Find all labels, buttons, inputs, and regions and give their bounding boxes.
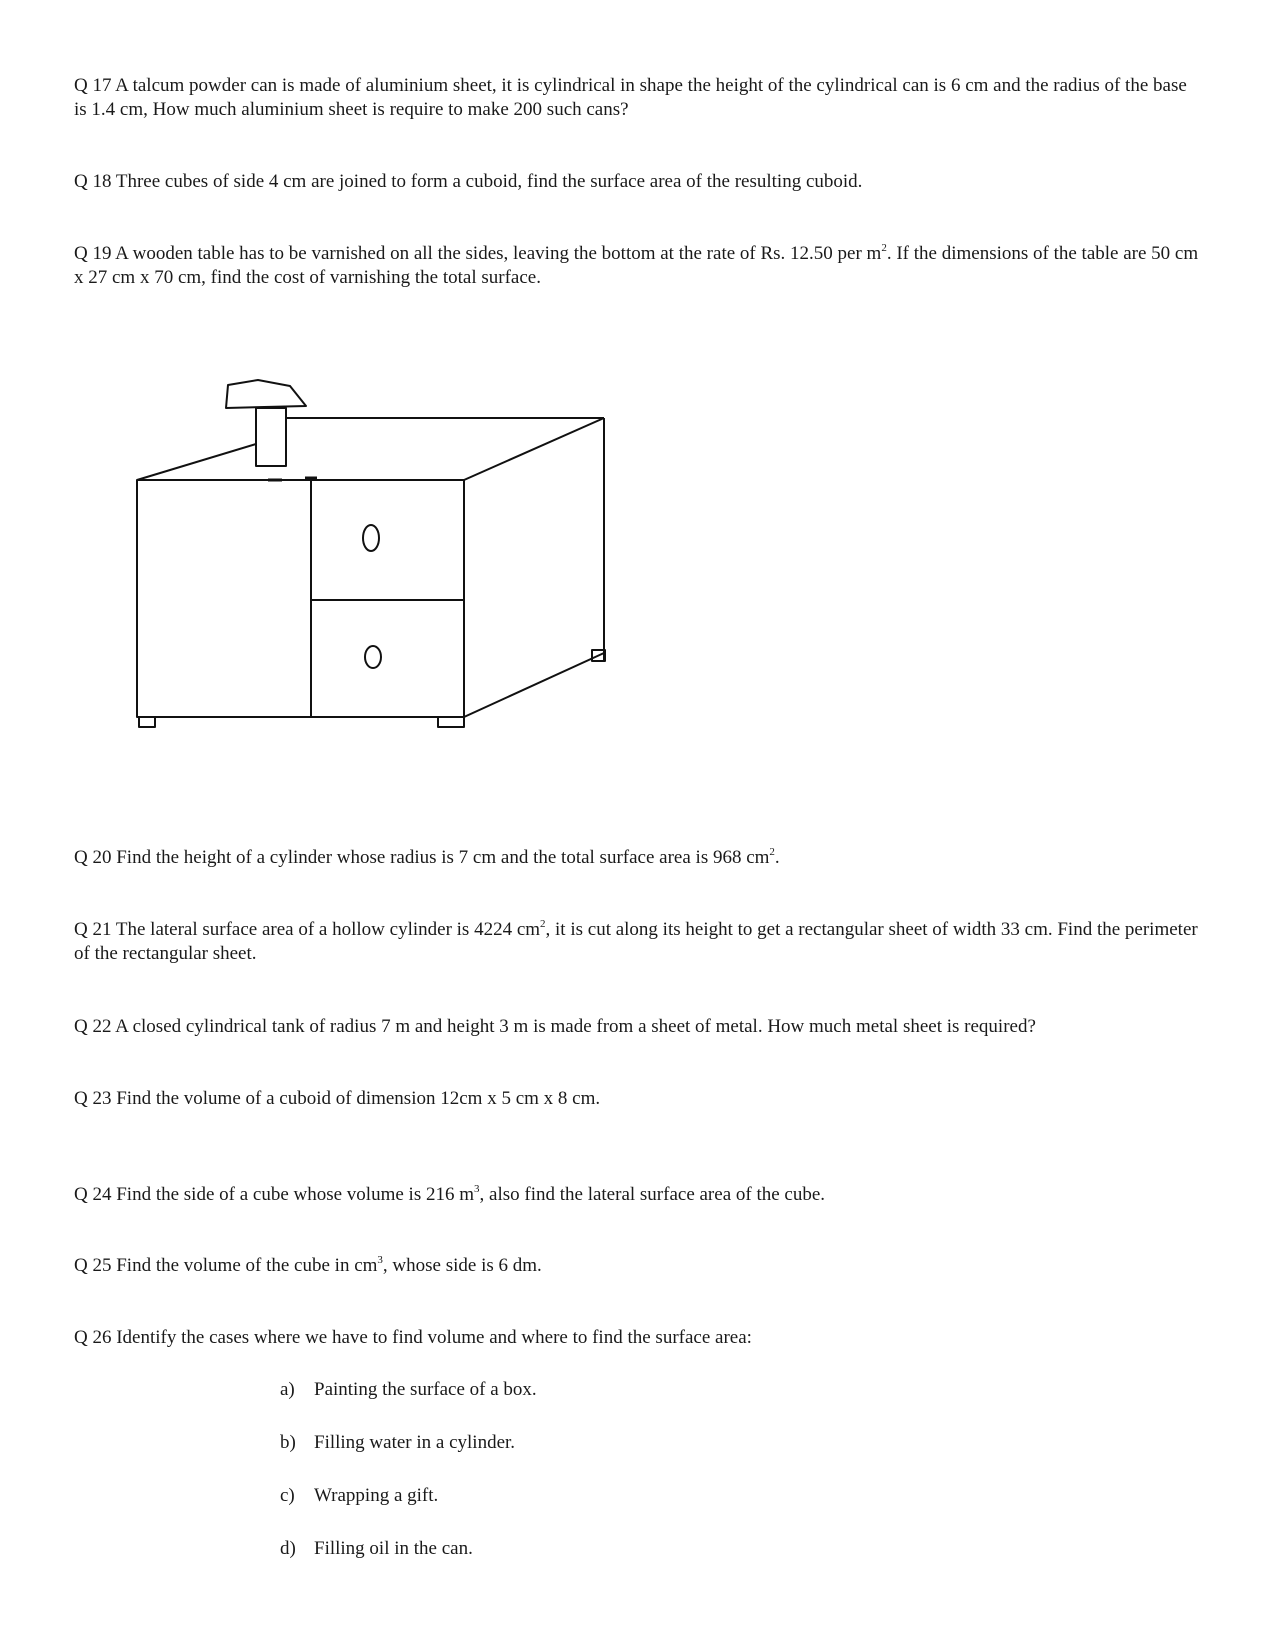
table-top-right-edge (464, 418, 604, 480)
question-20: Q 20 Find the height of a cylinder whose radius is 7 cm and the total surface area is 968 $cm^2$. (74, 845, 780, 868)
option-b: b) Filling water in a cylinder. (280, 1432, 516, 1453)
question-21: Q 21 The lateral surface area of a hollow cylinder is 4224 $cm^2$, it is cut along its height to get a rectangular sheet of width 33 cm. Find the perimeter of the rectangular sheet. (74, 917, 1198, 964)
table-bottom-right-edge (464, 653, 604, 717)
table-front-face (137, 480, 464, 717)
question-25: Q 25 Find the volume of the cube in $cm^3$, whose side is 6 dm. (74, 1253, 542, 1276)
lamp-icon (226, 380, 306, 466)
question-19: Q 19 A wooden table has to be varnished on all the sides, leaving the bottom at the rate of Rs. 12.50 per $m^2$. If the dimensions of the table are 50 cm x 27 cm x 70 cm, find the cost of varnishing the total surface. (74, 241, 1199, 288)
table-top-left-edge (137, 444, 256, 480)
option-c: c) Wrapping a gift. (280, 1485, 439, 1506)
table-leg (438, 717, 464, 727)
option-d: d) Filling oil in the can. (280, 1538, 473, 1559)
question-23: Q 23 Find the volume of a cuboid of dimension 12cm x 5 cm x 8 cm. (74, 1088, 601, 1109)
question-18: Q 18 Three cubes of side 4 cm are joined to form a cuboid, find the surface area of the resulting cuboid. (74, 171, 863, 192)
question-26: Q 26 Identify the cases where we have to find volume and where to find the surface area: (74, 1327, 752, 1348)
question-17: Q 17 A talcum powder can is made of aluminium sheet, it is cylindrical in shape the height of the cylindrical can is 6 cm and the radius of the base is 1.4 cm, How much aluminium sheet is require to make 200 such cans? (74, 75, 1187, 120)
question-24: Q 24 Find the side of a cube whose volume is 216 $m^3$, also find the lateral surface area of the cube. (74, 1182, 826, 1205)
question-22: Q 22 A closed cylindrical tank of radius 7 m and height 3 m is made from a sheet of metal. How much metal sheet is required? (74, 1016, 1036, 1037)
drawer-knob-icon (363, 525, 379, 551)
table-leg (139, 717, 155, 727)
option-a: a) Painting the surface of a box. (280, 1379, 537, 1400)
table-figure (130, 360, 650, 770)
drawer-knob-icon (365, 646, 381, 668)
